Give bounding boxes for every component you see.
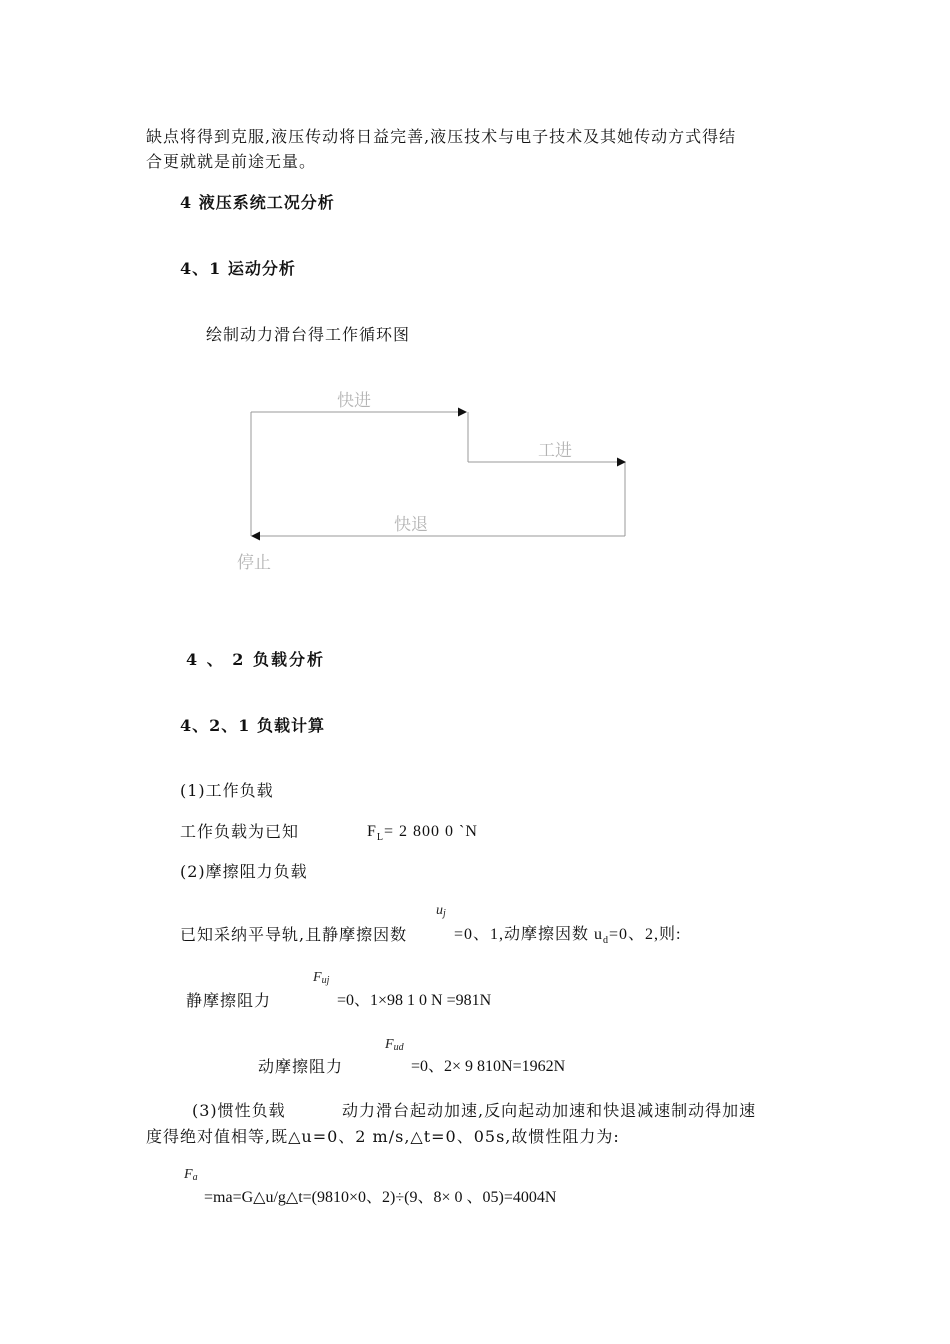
- section-4-1-heading: 4、1 运动分析: [180, 259, 296, 278]
- inertia-formula: =ma=G△u/g△t=(9810×0、2)÷(9、8× 0 、05)=4004N: [204, 1189, 557, 1206]
- work-load-label: 工作负载为已知: [180, 822, 300, 841]
- friction-known-text-b: =0、1,动摩擦因数 $u_d=0$、2,则:: [454, 926, 682, 947]
- diagram-label-fast-forward: 快进: [337, 391, 371, 411]
- inertia-load-label: (3)惯性负载: [192, 1101, 286, 1120]
- section-4-2-1-heading: 4、2、1 负载计算: [180, 716, 325, 735]
- fast-return-arrow-icon: [251, 532, 260, 541]
- intro-line-2: 合更就就是前途无量。: [146, 152, 317, 171]
- friction-load-heading: (2)摩擦阻力负载: [180, 862, 308, 881]
- static-friction-label: 静摩擦阻力: [186, 991, 272, 1010]
- section-4-2-heading: 4 、 2 负载分析: [186, 650, 325, 669]
- friction-known-text-a: 已知采纳平导轨,且静摩擦因数: [180, 925, 408, 944]
- inertia-text-line-1: 动力滑台起动加速,反向起动加速和快退减速制动得加速: [342, 1101, 757, 1120]
- fast-forward-arrow-icon: [458, 408, 467, 417]
- work-load-heading: (1)工作负载: [180, 781, 274, 800]
- section-4-heading: 4 液压系统工况分析: [180, 193, 335, 212]
- static-friction-coefficient-symbol: $u_j$: [436, 903, 446, 919]
- work-load-formula: $F_L= 2$ 800 0 `N: [367, 823, 478, 844]
- diagram-label-work-feed: 工进: [538, 441, 572, 461]
- diagram-label-stop: 停止: [237, 553, 271, 573]
- dynamic-friction-value: =0、2× 9 810N=1962N: [411, 1058, 566, 1075]
- dynamic-friction-symbol: $F_{ud}$: [385, 1037, 404, 1053]
- dynamic-friction-label: 动摩擦阻力: [258, 1057, 344, 1076]
- section-4-1-text: 绘制动力滑台得工作循环图: [206, 325, 411, 344]
- diagram-label-fast-return: 快退: [394, 515, 428, 535]
- intro-line-1: 缺点将得到克服,液压传动将日益完善,液压技术与电子技术及其她传动方式得结: [146, 127, 737, 146]
- inertia-text-line-2: 度得绝对值相等,既△u=0、2 m/s,△t=0、05s,故惯性阻力为:: [146, 1127, 620, 1146]
- static-friction-value: =0、1×98 1 0 N =981N: [337, 992, 492, 1009]
- static-friction-symbol: $F_{uj}$: [313, 970, 330, 986]
- inertia-symbol: $F_a$: [184, 1167, 198, 1183]
